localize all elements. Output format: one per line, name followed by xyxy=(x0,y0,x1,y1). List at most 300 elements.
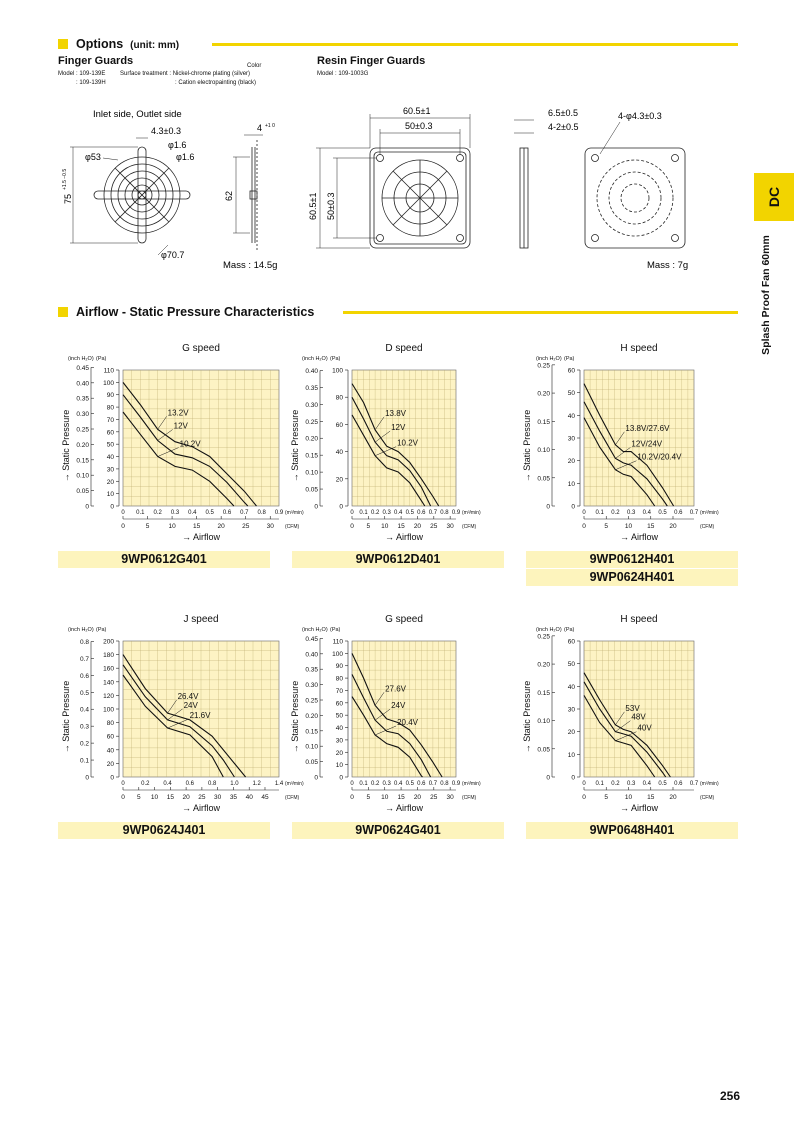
inch-tick-label: 0.10 xyxy=(537,447,550,455)
pa-tick-label: 100 xyxy=(103,379,114,387)
series-label-2: 48V xyxy=(631,712,646,722)
inch-tick-label: 0.25 xyxy=(537,633,550,641)
airflow-chart-1 xyxy=(58,338,304,578)
m3-tick-label: 0.9 xyxy=(274,510,284,516)
inch-tick-label: 0 xyxy=(546,774,550,782)
inch-tick-label: 0 xyxy=(85,774,89,782)
m3-tick-label: 0 xyxy=(582,781,586,787)
m3-tick-label: 0.4 xyxy=(642,781,652,787)
cfm-tick-label: 20 xyxy=(669,523,677,530)
inch-tick-label: 0.25 xyxy=(537,362,550,370)
m3-tick-label: 0.1 xyxy=(359,781,368,787)
inch-tick-label: 0.7 xyxy=(79,655,89,663)
inch-tick-label: 0.25 xyxy=(305,697,318,705)
inch-tick-label: 0.3 xyxy=(79,723,89,731)
series-label-1: 27.6V xyxy=(385,684,407,694)
unit-m3-label: (m³/min) xyxy=(462,781,481,787)
inch-tick-label: 0.15 xyxy=(537,418,550,426)
chart-title: H speed xyxy=(620,343,658,354)
m3-tick-label: 0.6 xyxy=(674,781,683,787)
m3-tick-label: 0.5 xyxy=(405,781,414,787)
m3-tick-label: 0.8 xyxy=(440,510,449,516)
m3-tick-label: 0.2 xyxy=(153,510,162,516)
pa-tick-label: 0 xyxy=(110,503,114,511)
pa-tick-label: 20 xyxy=(567,729,575,737)
m3-tick-label: 0.7 xyxy=(240,510,249,516)
m3-tick-label: 0 xyxy=(350,781,354,787)
airflow-axis-label: → Airflow xyxy=(181,803,221,813)
pa-tick-label: 0 xyxy=(571,503,575,511)
model-band: 9WP0648H401 xyxy=(526,822,738,839)
pa-tick-label: 40 xyxy=(106,747,114,755)
pa-tick-label: 60 xyxy=(567,638,575,646)
pa-tick-label: 10 xyxy=(567,480,575,488)
resin-guards-mass: Mass : 7g xyxy=(647,260,689,271)
cfm-tick-label: 25 xyxy=(242,523,250,530)
m3-tick-label: 0.2 xyxy=(370,510,380,516)
pa-tick-label: 80 xyxy=(106,404,114,412)
m3-tick-label: 0.7 xyxy=(689,510,699,516)
unit-m3-label: (m³/min) xyxy=(700,510,719,516)
inch-tick-label: 0.05 xyxy=(537,746,550,754)
pa-tick-label: 30 xyxy=(335,737,343,745)
finger-guards-mass: Mass : 14.5g xyxy=(223,260,278,271)
pa-tick-label: 20 xyxy=(106,478,114,486)
series-label-2: 12V xyxy=(173,421,188,431)
cfm-tick-label: 5 xyxy=(145,523,150,530)
airflow-axis-label: → Airflow xyxy=(384,803,424,813)
options-rule xyxy=(212,43,738,46)
model-band: 9WP0624J401 xyxy=(58,822,270,839)
cfm-tick-label: 5 xyxy=(136,794,141,801)
inch-tick-label: 0.45 xyxy=(305,635,318,643)
pa-tick-label: 80 xyxy=(106,720,114,728)
pa-tick-label: 30 xyxy=(106,466,114,474)
series-label-3: 40V xyxy=(637,723,652,733)
cfm-tick-label: 15 xyxy=(647,523,655,530)
pa-tick-label: 100 xyxy=(103,706,114,714)
pa-tick-label: 60 xyxy=(106,733,114,741)
unit-inch-label: (inch H₂O) xyxy=(302,356,328,362)
pressure-axis-label: → Static Pressure xyxy=(522,680,532,754)
model-band: 9WP0612D401 xyxy=(292,551,504,568)
inch-tick-label: 0.20 xyxy=(537,661,550,669)
cfm-tick-label: 25 xyxy=(430,794,438,801)
dim-62: 62 xyxy=(224,190,234,201)
cfm-tick-label: 10 xyxy=(381,523,389,530)
pa-tick-label: 10 xyxy=(567,751,575,759)
inch-tick-label: 0.25 xyxy=(76,426,89,434)
m3-tick-label: 0 xyxy=(121,510,125,516)
unit-inch-label: (inch H₂O) xyxy=(302,627,328,633)
series-label-3: 10.2V/20.4V xyxy=(637,452,682,462)
m3-tick-label: 0.3 xyxy=(170,510,180,516)
inch-tick-label: 0.20 xyxy=(305,435,318,443)
finger-guard-drawing xyxy=(58,100,298,275)
series-label-3: 10.2V xyxy=(179,439,201,449)
series-label-1: 13.2V xyxy=(167,408,189,418)
cfm-tick-label: 0 xyxy=(350,794,354,801)
airflow-bullet-icon xyxy=(58,307,68,317)
cfm-tick-label: 5 xyxy=(604,523,609,530)
pa-tick-label: 40 xyxy=(567,683,575,691)
unit-pa-label: (Pa) xyxy=(330,356,341,362)
m3-tick-label: 0.6 xyxy=(222,510,232,516)
m3-tick-label: 0.7 xyxy=(428,510,438,516)
cfm-tick-label: 10 xyxy=(381,794,389,801)
pa-tick-label: 0 xyxy=(110,774,114,782)
pa-tick-label: 50 xyxy=(106,441,114,449)
inch-tick-label: 0.10 xyxy=(305,469,318,477)
airflow-heading: Airflow - Static Pressure Characteristics xyxy=(76,305,315,319)
m3-tick-label: 0.6 xyxy=(417,510,426,516)
pa-tick-label: 40 xyxy=(335,449,343,457)
inch-tick-label: 0.1 xyxy=(79,757,89,765)
finger-guards-surface-1: Surface treatment : Nickel-chrome plating (silver) xyxy=(120,71,251,77)
pressure-axis-label: → Static Pressure xyxy=(61,409,71,483)
m3-tick-label: 0.6 xyxy=(674,510,683,516)
m3-tick-label: 0.6 xyxy=(185,781,195,787)
side-title-label: Splash Proof Fan 60mm xyxy=(760,235,772,355)
inch-tick-label: 0 xyxy=(546,503,550,511)
options-bullet-icon xyxy=(58,39,68,49)
series-label-2: 12V/24V xyxy=(631,439,663,449)
inch-tick-label: 0.05 xyxy=(537,475,550,483)
finger-guards-model-2: : 109-139H xyxy=(76,80,106,86)
m3-tick-label: 0.8 xyxy=(257,510,266,516)
model-band: 9WP0612G401 xyxy=(58,551,270,568)
dim-50-h: 50±0.3 xyxy=(326,192,336,220)
m3-tick-label: 0.4 xyxy=(394,781,403,787)
pa-tick-label: 90 xyxy=(335,663,343,671)
chart-title: J speed xyxy=(183,614,219,625)
inch-tick-label: 0.45 xyxy=(76,364,89,372)
model-band: 9WP0612H401 xyxy=(526,551,738,568)
pa-tick-label: 100 xyxy=(332,650,343,658)
pressure-axis-label: → Static Pressure xyxy=(61,680,71,754)
inch-tick-label: 0.40 xyxy=(76,380,89,388)
inch-tick-label: 0.20 xyxy=(305,712,318,720)
pa-tick-label: 80 xyxy=(335,394,343,402)
m3-tick-label: 0.3 xyxy=(382,510,391,516)
pa-tick-label: 160 xyxy=(103,665,114,673)
m3-tick-label: 0.8 xyxy=(207,781,217,787)
airflow-axis-label: → Airflow xyxy=(384,532,424,542)
color-label: Color xyxy=(247,63,262,69)
inch-tick-label: 0.05 xyxy=(305,486,318,494)
unit-cfm-label: (CFM) xyxy=(700,524,715,530)
pa-tick-label: 30 xyxy=(567,706,575,714)
dim-4-2: 4-2±0.5 xyxy=(548,122,579,132)
inch-tick-label: 0.05 xyxy=(305,759,318,767)
pa-tick-label: 30 xyxy=(567,435,575,443)
series-label-1: 53V xyxy=(625,703,640,713)
inch-tick-label: 0 xyxy=(85,503,89,511)
cfm-tick-label: 15 xyxy=(166,794,174,801)
unit-pa-label: (Pa) xyxy=(330,627,341,633)
inch-tick-label: 0.15 xyxy=(76,457,89,465)
inch-tick-label: 0.20 xyxy=(76,441,89,449)
pa-tick-label: 50 xyxy=(335,712,343,720)
m3-tick-label: 0 xyxy=(582,510,586,516)
cfm-tick-label: 5 xyxy=(366,523,371,530)
unit-cfm-label: (CFM) xyxy=(462,795,477,801)
inch-tick-label: 0.15 xyxy=(537,689,550,697)
pa-tick-label: 70 xyxy=(106,416,114,424)
m3-tick-label: 0.1 xyxy=(136,510,145,516)
m3-tick-label: 0.3 xyxy=(626,510,636,516)
drawing-label: Inlet side, Outlet side xyxy=(93,109,182,120)
options-unit: (unit: mm) xyxy=(130,40,180,51)
pa-tick-label: 60 xyxy=(106,429,114,437)
pa-tick-label: 140 xyxy=(103,679,114,687)
m3-tick-label: 0.2 xyxy=(611,781,620,787)
cfm-tick-label: 10 xyxy=(168,523,176,530)
m3-tick-label: 0.9 xyxy=(451,510,461,516)
pa-tick-label: 100 xyxy=(332,367,343,375)
cfm-tick-label: 30 xyxy=(446,794,454,801)
pa-tick-label: 0 xyxy=(339,774,343,782)
m3-tick-label: 0.5 xyxy=(658,510,667,516)
cfm-tick-label: 20 xyxy=(413,794,422,801)
airflow-chart-2 xyxy=(292,338,522,578)
unit-m3-label: (m³/min) xyxy=(285,781,304,787)
pa-tick-label: 90 xyxy=(106,392,114,400)
m3-tick-label: 0.1 xyxy=(359,510,368,516)
pa-tick-label: 20 xyxy=(106,760,114,768)
inch-tick-label: 0.10 xyxy=(305,743,318,751)
cfm-tick-label: 0 xyxy=(582,794,586,801)
unit-m3-label: (m³/min) xyxy=(700,781,719,787)
pa-tick-label: 40 xyxy=(335,725,343,733)
inch-tick-label: 0.15 xyxy=(305,452,318,460)
pa-tick-label: 10 xyxy=(335,762,343,770)
dim-4-tol: +1 0 xyxy=(265,123,275,129)
series-label-1: 13.8V/27.6V xyxy=(625,423,670,433)
cfm-tick-label: 25 xyxy=(430,523,438,530)
inch-tick-label: 0.40 xyxy=(305,367,318,375)
dim-60-5-h: 60.5±1 xyxy=(308,192,318,220)
cfm-tick-label: 30 xyxy=(446,523,454,530)
model-band: 9WP0624G401 xyxy=(292,822,504,839)
pa-tick-label: 120 xyxy=(103,692,114,700)
airflow-rule xyxy=(343,311,738,314)
m3-tick-label: 0.9 xyxy=(451,781,461,787)
chart-title: G speed xyxy=(385,614,423,625)
chart-title: G speed xyxy=(182,343,220,354)
airflow-chart-6 xyxy=(522,609,756,849)
unit-cfm-label: (CFM) xyxy=(462,524,477,530)
inch-tick-label: 0.6 xyxy=(79,672,89,680)
pressure-axis-label: → Static Pressure xyxy=(290,680,300,754)
cfm-tick-label: 20 xyxy=(413,523,422,530)
side-section-title xyxy=(754,225,778,365)
m3-tick-label: 0.3 xyxy=(626,781,636,787)
unit-inch-label: (inch H₂O) xyxy=(536,356,562,362)
pa-tick-label: 200 xyxy=(103,638,114,646)
side-tab-label: DC xyxy=(766,186,782,208)
pa-tick-label: 20 xyxy=(567,458,575,466)
series-label-2: 24V xyxy=(183,700,198,710)
m3-tick-label: 1.4 xyxy=(274,781,284,787)
inch-tick-label: 0.2 xyxy=(79,740,89,748)
cfm-tick-label: 10 xyxy=(624,794,633,801)
cfm-tick-label: 20 xyxy=(669,794,677,801)
inch-tick-label: 0.35 xyxy=(305,666,318,674)
cfm-tick-label: 25 xyxy=(198,794,206,801)
resin-guards-model: Model : 109-1003G xyxy=(317,71,369,77)
m3-tick-label: 0.7 xyxy=(689,781,699,787)
dim-4: 4 xyxy=(257,123,263,133)
series-label-3: 20.4V xyxy=(397,717,419,727)
m3-tick-label: 0.1 xyxy=(595,510,604,516)
inch-tick-label: 0 xyxy=(314,774,318,782)
unit-pa-label: (Pa) xyxy=(564,356,575,362)
finger-guards-model-1: Model : 109-139E xyxy=(58,71,106,77)
pa-tick-label: 40 xyxy=(567,412,575,420)
m3-tick-label: 0.5 xyxy=(405,510,414,516)
dim-6-5: 6.5±0.5 xyxy=(548,108,578,118)
pressure-axis-label: → Static Pressure xyxy=(522,409,532,483)
pa-tick-label: 0 xyxy=(571,774,575,782)
m3-tick-label: 0.2 xyxy=(141,781,150,787)
cfm-tick-label: 15 xyxy=(397,523,405,530)
dim-75: 75 xyxy=(63,193,73,204)
airflow-axis-label: → Airflow xyxy=(619,532,659,542)
cfm-tick-label: 35 xyxy=(229,794,238,801)
model-band-2: 9WP0624H401 xyxy=(526,569,738,586)
m3-tick-label: 0.4 xyxy=(188,510,197,516)
unit-pa-label: (Pa) xyxy=(96,356,107,362)
cfm-tick-label: 10 xyxy=(624,523,633,530)
m3-tick-label: 0.2 xyxy=(611,510,620,516)
pa-tick-label: 10 xyxy=(106,491,114,499)
cfm-tick-label: 5 xyxy=(604,794,609,801)
unit-m3-label: (m³/min) xyxy=(285,510,304,516)
m3-tick-label: 0.4 xyxy=(642,510,652,516)
cfm-tick-label: 15 xyxy=(397,794,405,801)
finger-guards-title: Finger Guards xyxy=(58,55,134,67)
cfm-tick-label: 0 xyxy=(582,523,586,530)
m3-tick-label: 0.7 xyxy=(428,781,438,787)
dim-holes: 4-φ4.3±0.3 xyxy=(618,111,662,121)
inch-tick-label: 0.4 xyxy=(79,706,89,714)
inch-tick-label: 0.15 xyxy=(305,728,318,736)
m3-tick-label: 0.4 xyxy=(163,781,172,787)
cfm-tick-label: 15 xyxy=(647,794,655,801)
m3-tick-label: 0.3 xyxy=(382,781,391,787)
m3-tick-label: 0 xyxy=(350,510,354,516)
inch-tick-label: 0.25 xyxy=(305,418,318,426)
dim-50-w: 50±0.3 xyxy=(405,121,433,131)
series-label-3: 21.6V xyxy=(189,711,211,721)
inch-tick-label: 0 xyxy=(314,503,318,511)
series-label-3: 10.2V xyxy=(397,438,419,448)
dim-75-tol: +1.5 −0.5 xyxy=(62,168,68,190)
inch-tick-label: 0.8 xyxy=(79,638,89,646)
pa-tick-label: 70 xyxy=(335,687,343,695)
pa-tick-label: 20 xyxy=(335,476,343,484)
inch-tick-label: 0.30 xyxy=(76,411,89,419)
m3-tick-label: 0.2 xyxy=(370,781,380,787)
m3-tick-label: 0.5 xyxy=(658,781,667,787)
m3-tick-label: 0.8 xyxy=(440,781,449,787)
dim-phi-53: φ53 xyxy=(85,152,101,162)
dim-phi-70-7: φ70.7 xyxy=(161,250,185,260)
unit-pa-label: (Pa) xyxy=(96,627,107,633)
series-label-2: 12V xyxy=(391,423,406,433)
airflow-chart-5 xyxy=(292,609,522,849)
cfm-tick-label: 0 xyxy=(350,523,354,530)
inch-tick-label: 0.20 xyxy=(537,390,550,398)
finger-guards-surface-2: : Cation electropainting (black) xyxy=(175,80,257,86)
dim-phi-1-6-a: φ1.6 xyxy=(168,140,187,150)
series-label-2: 24V xyxy=(391,701,406,711)
inch-tick-label: 0.40 xyxy=(305,651,318,659)
cfm-tick-label: 0 xyxy=(121,523,125,530)
cfm-tick-label: 15 xyxy=(193,523,201,530)
unit-inch-label: (inch H₂O) xyxy=(68,356,94,362)
unit-inch-label: (inch H₂O) xyxy=(68,627,94,633)
page-number: 256 xyxy=(719,1089,740,1103)
airflow-chart-4 xyxy=(58,609,304,849)
resin-guards-title: Resin Finger Guards xyxy=(317,55,426,67)
cfm-tick-label: 20 xyxy=(182,794,190,801)
m3-tick-label: 0.4 xyxy=(394,510,403,516)
dim-4-3: 4.3±0.3 xyxy=(151,126,181,136)
side-tab-dc xyxy=(754,173,794,221)
pa-tick-label: 0 xyxy=(339,503,343,511)
options-heading: Options (unit: mm) xyxy=(76,37,180,51)
unit-m3-label: (m³/min) xyxy=(462,510,481,516)
chart-title: D speed xyxy=(385,343,423,354)
cfm-tick-label: 0 xyxy=(121,794,125,801)
series-label-1: 26.4V xyxy=(177,692,199,702)
cfm-tick-label: 20 xyxy=(217,523,225,530)
pa-tick-label: 20 xyxy=(335,749,343,757)
inch-tick-label: 0.35 xyxy=(76,395,89,403)
pa-tick-label: 110 xyxy=(332,638,343,646)
unit-cfm-label: (CFM) xyxy=(285,524,300,530)
inch-tick-label: 0.05 xyxy=(76,488,89,496)
pa-tick-label: 110 xyxy=(103,367,114,375)
pa-tick-label: 60 xyxy=(567,367,575,375)
cfm-tick-label: 45 xyxy=(261,794,269,801)
inch-tick-label: 0.30 xyxy=(305,682,318,690)
m3-tick-label: 1.0 xyxy=(230,781,239,787)
pa-tick-label: 40 xyxy=(106,454,114,462)
m3-tick-label: 0.6 xyxy=(417,781,426,787)
m3-tick-label: 1.2 xyxy=(252,781,261,787)
series-label-1: 13.8V xyxy=(385,408,407,418)
dim-60-5-w: 60.5±1 xyxy=(403,106,431,116)
pa-tick-label: 50 xyxy=(567,661,575,669)
pa-tick-label: 60 xyxy=(335,700,343,708)
pa-tick-label: 50 xyxy=(567,390,575,398)
inch-tick-label: 0.35 xyxy=(305,384,318,392)
m3-tick-label: 0.1 xyxy=(595,781,604,787)
pa-tick-label: 80 xyxy=(335,675,343,683)
inch-tick-label: 0.30 xyxy=(305,401,318,409)
cfm-tick-label: 5 xyxy=(366,794,371,801)
cfm-tick-label: 40 xyxy=(245,794,253,801)
pa-tick-label: 60 xyxy=(335,421,343,429)
cfm-tick-label: 30 xyxy=(214,794,222,801)
airflow-axis-label: → Airflow xyxy=(181,532,221,542)
inch-tick-label: 0.5 xyxy=(79,689,89,697)
unit-inch-label: (inch H₂O) xyxy=(536,627,562,633)
airflow-axis-label: → Airflow xyxy=(619,803,659,813)
